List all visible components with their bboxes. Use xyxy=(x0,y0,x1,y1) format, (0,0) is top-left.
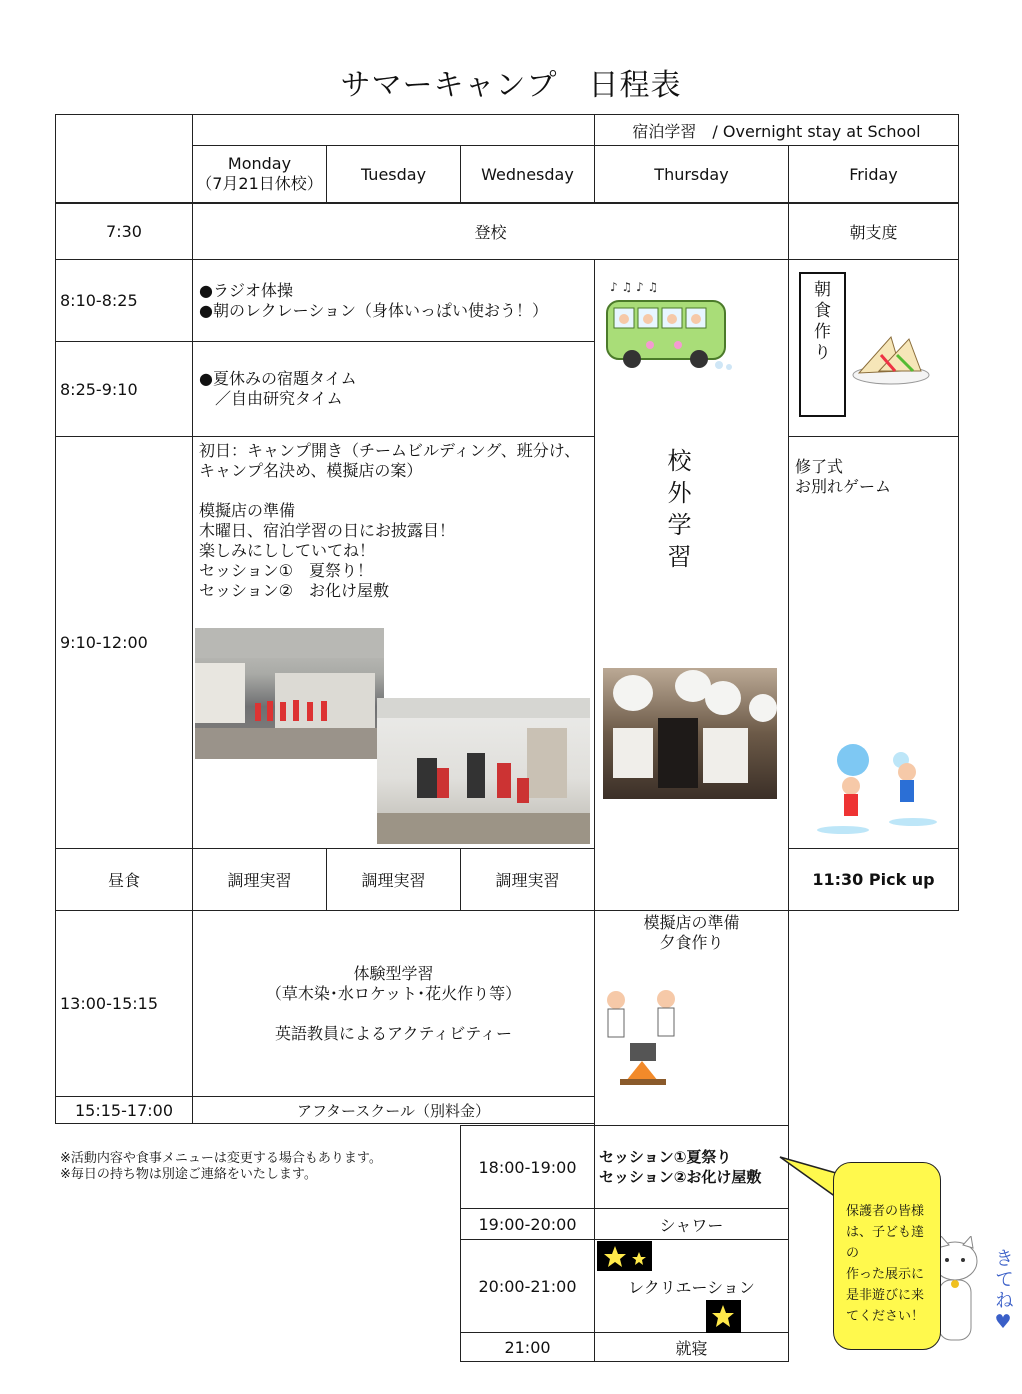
afternoon-gap xyxy=(391,1004,396,1024)
experiential-learning: 体験型学習 xyxy=(353,963,434,983)
time-1800: 18:00-19:00 xyxy=(460,1125,595,1209)
corner-cell xyxy=(55,114,193,203)
evening-sessions xyxy=(594,1125,789,1209)
main-line-4: 模擬店の準備 xyxy=(199,501,296,520)
dinner-making: 夕食作り xyxy=(659,933,724,952)
bus-graphic xyxy=(604,273,740,373)
closing-ceremony: 修了式 xyxy=(795,457,844,476)
breakfast-box xyxy=(799,272,846,417)
camp-photo-2-graphic xyxy=(377,698,590,844)
page-title: サマーキャンプ 日程表 xyxy=(340,68,682,103)
radio-exercise: ●ラジオ体操 xyxy=(199,280,293,300)
bubble-line-5: てください！ xyxy=(846,1309,925,1324)
bubble-line-1: 保護者の皆様 xyxy=(846,1204,925,1219)
experiential-examples: （草木染･水ロケット･花火作り等） xyxy=(265,983,522,1003)
homework-line-2: ／自由研究タイム xyxy=(199,389,343,408)
bf-char-4: り xyxy=(814,343,831,363)
main-line-7: セッション① 夏祭り！ xyxy=(199,561,374,580)
main-line-6: 楽しみにししていてね！ xyxy=(199,541,376,560)
sandwich-graphic xyxy=(851,333,931,385)
lunch-label: 昼食 xyxy=(55,848,193,911)
time-1900: 19:00-20:00 xyxy=(460,1208,595,1240)
camp-photo-1-graphic xyxy=(195,628,384,759)
note-2: ※毎日の持ち物は別途ご連絡をいたします。 xyxy=(60,1167,317,1182)
main-line-2: キャンプ名決め、模擬店の案） xyxy=(199,461,423,480)
after-school-cell: アフタースクール（別料金） xyxy=(192,1096,595,1124)
farewell-game: お別れゲーム xyxy=(795,477,892,496)
time-0825: 8:25-9:10 xyxy=(55,341,193,437)
main-line-5: 木曜日、宿泊学習の日にお披露目！ xyxy=(199,521,456,540)
friday-prep-cell: 朝支度 xyxy=(788,203,959,260)
bubble-line-3: 作った展示に xyxy=(846,1267,925,1282)
time-0910: 9:10-12:00 xyxy=(55,436,193,849)
bus-illustration xyxy=(604,273,740,373)
day-monday-name: Monday xyxy=(227,154,292,173)
bedtime-cell: 就寝 xyxy=(594,1332,789,1362)
cooking-photo xyxy=(603,668,777,799)
cooking-monday: 調理実習 xyxy=(192,848,327,911)
shower-cell: シャワー xyxy=(594,1208,789,1240)
bf-char-2: 食 xyxy=(814,301,831,321)
day-tuesday: Tuesday xyxy=(326,145,461,203)
day-thursday: Thursday xyxy=(594,145,789,203)
overnight-label: 宿泊学習 / Overnight stay at School xyxy=(594,114,959,146)
svg-text:♪ ♫ ♪ ♫: ♪ ♫ ♪ ♫ xyxy=(610,280,659,294)
cooking-tuesday: 調理実習 xyxy=(326,848,461,911)
camp-photo-1 xyxy=(195,628,384,759)
field-trip-label: 校外学習 xyxy=(663,448,691,576)
cat-kitene-text: きてね♥ xyxy=(992,1248,1014,1335)
sandwich-illustration xyxy=(851,333,931,385)
bf-char-3: 作 xyxy=(814,322,831,342)
main-line-8: セッション② お化け屋敷 xyxy=(199,581,390,600)
bubble-line-2: は、子ども達の xyxy=(846,1225,925,1261)
star-pair-graphic xyxy=(597,1241,652,1271)
outdoor-cooking-illustration xyxy=(596,985,688,1090)
playing-kids-illustration xyxy=(803,738,943,838)
day-wednesday: Wednesday xyxy=(460,145,595,203)
parents-message-bubble xyxy=(833,1162,941,1350)
header-blank xyxy=(192,114,595,146)
stall-prep: 模擬店の準備 xyxy=(643,913,740,932)
outdoor-cooking-graphic xyxy=(596,985,688,1090)
star-icon xyxy=(706,1300,741,1333)
main-line-3 xyxy=(199,481,588,501)
notes xyxy=(60,1151,382,1183)
arrival-cell: 登校 xyxy=(192,203,789,260)
cooking-photo-graphic xyxy=(603,668,777,799)
day-friday: Friday xyxy=(788,145,959,203)
time-2000: 20:00-21:00 xyxy=(460,1239,595,1333)
homework-time xyxy=(192,341,595,437)
english-activity: 英語教員によるアクティビティー xyxy=(275,1023,512,1043)
cooking-wednesday: 調理実習 xyxy=(460,848,595,911)
bf-char-1: 朝 xyxy=(814,280,831,300)
time-1300: 13:00-15:15 xyxy=(55,910,193,1097)
homework-line-1: ●夏休みの宿題タイム xyxy=(199,369,357,388)
note-1: ※活動内容や食事メニューは変更する場合もあります。 xyxy=(60,1151,382,1166)
time-0810: 8:10-8:25 xyxy=(55,259,193,342)
day-monday xyxy=(192,145,327,203)
afternoon-activities xyxy=(192,910,595,1097)
time-1515: 15:15-17:00 xyxy=(55,1096,193,1124)
session-1: セッション①夏祭り xyxy=(599,1148,732,1166)
star-graphic xyxy=(706,1300,741,1333)
session-2: セッション②お化け屋敷 xyxy=(599,1168,762,1186)
time-0730: 7:30 xyxy=(55,203,193,260)
star-icon xyxy=(597,1241,652,1271)
bubble-tail xyxy=(778,1155,840,1215)
day-monday-note: （7月21日休校） xyxy=(196,174,323,193)
pickup-cell: 11:30 Pick up xyxy=(788,848,959,911)
morning-activities xyxy=(192,259,595,342)
time-2100: 21:00 xyxy=(460,1332,595,1362)
camp-photo-2 xyxy=(377,698,590,844)
morning-recreation: ●朝のレクレーション（身体いっぱい使おう！） xyxy=(199,300,549,320)
recreation-cell: レクリエーション xyxy=(594,1239,789,1333)
main-line-1: 初日：キャンプ開き（チームビルディング、班分け、 xyxy=(199,441,581,460)
bubble-line-4: 是非遊びに来 xyxy=(846,1288,925,1303)
playing-kids-graphic xyxy=(803,738,943,838)
